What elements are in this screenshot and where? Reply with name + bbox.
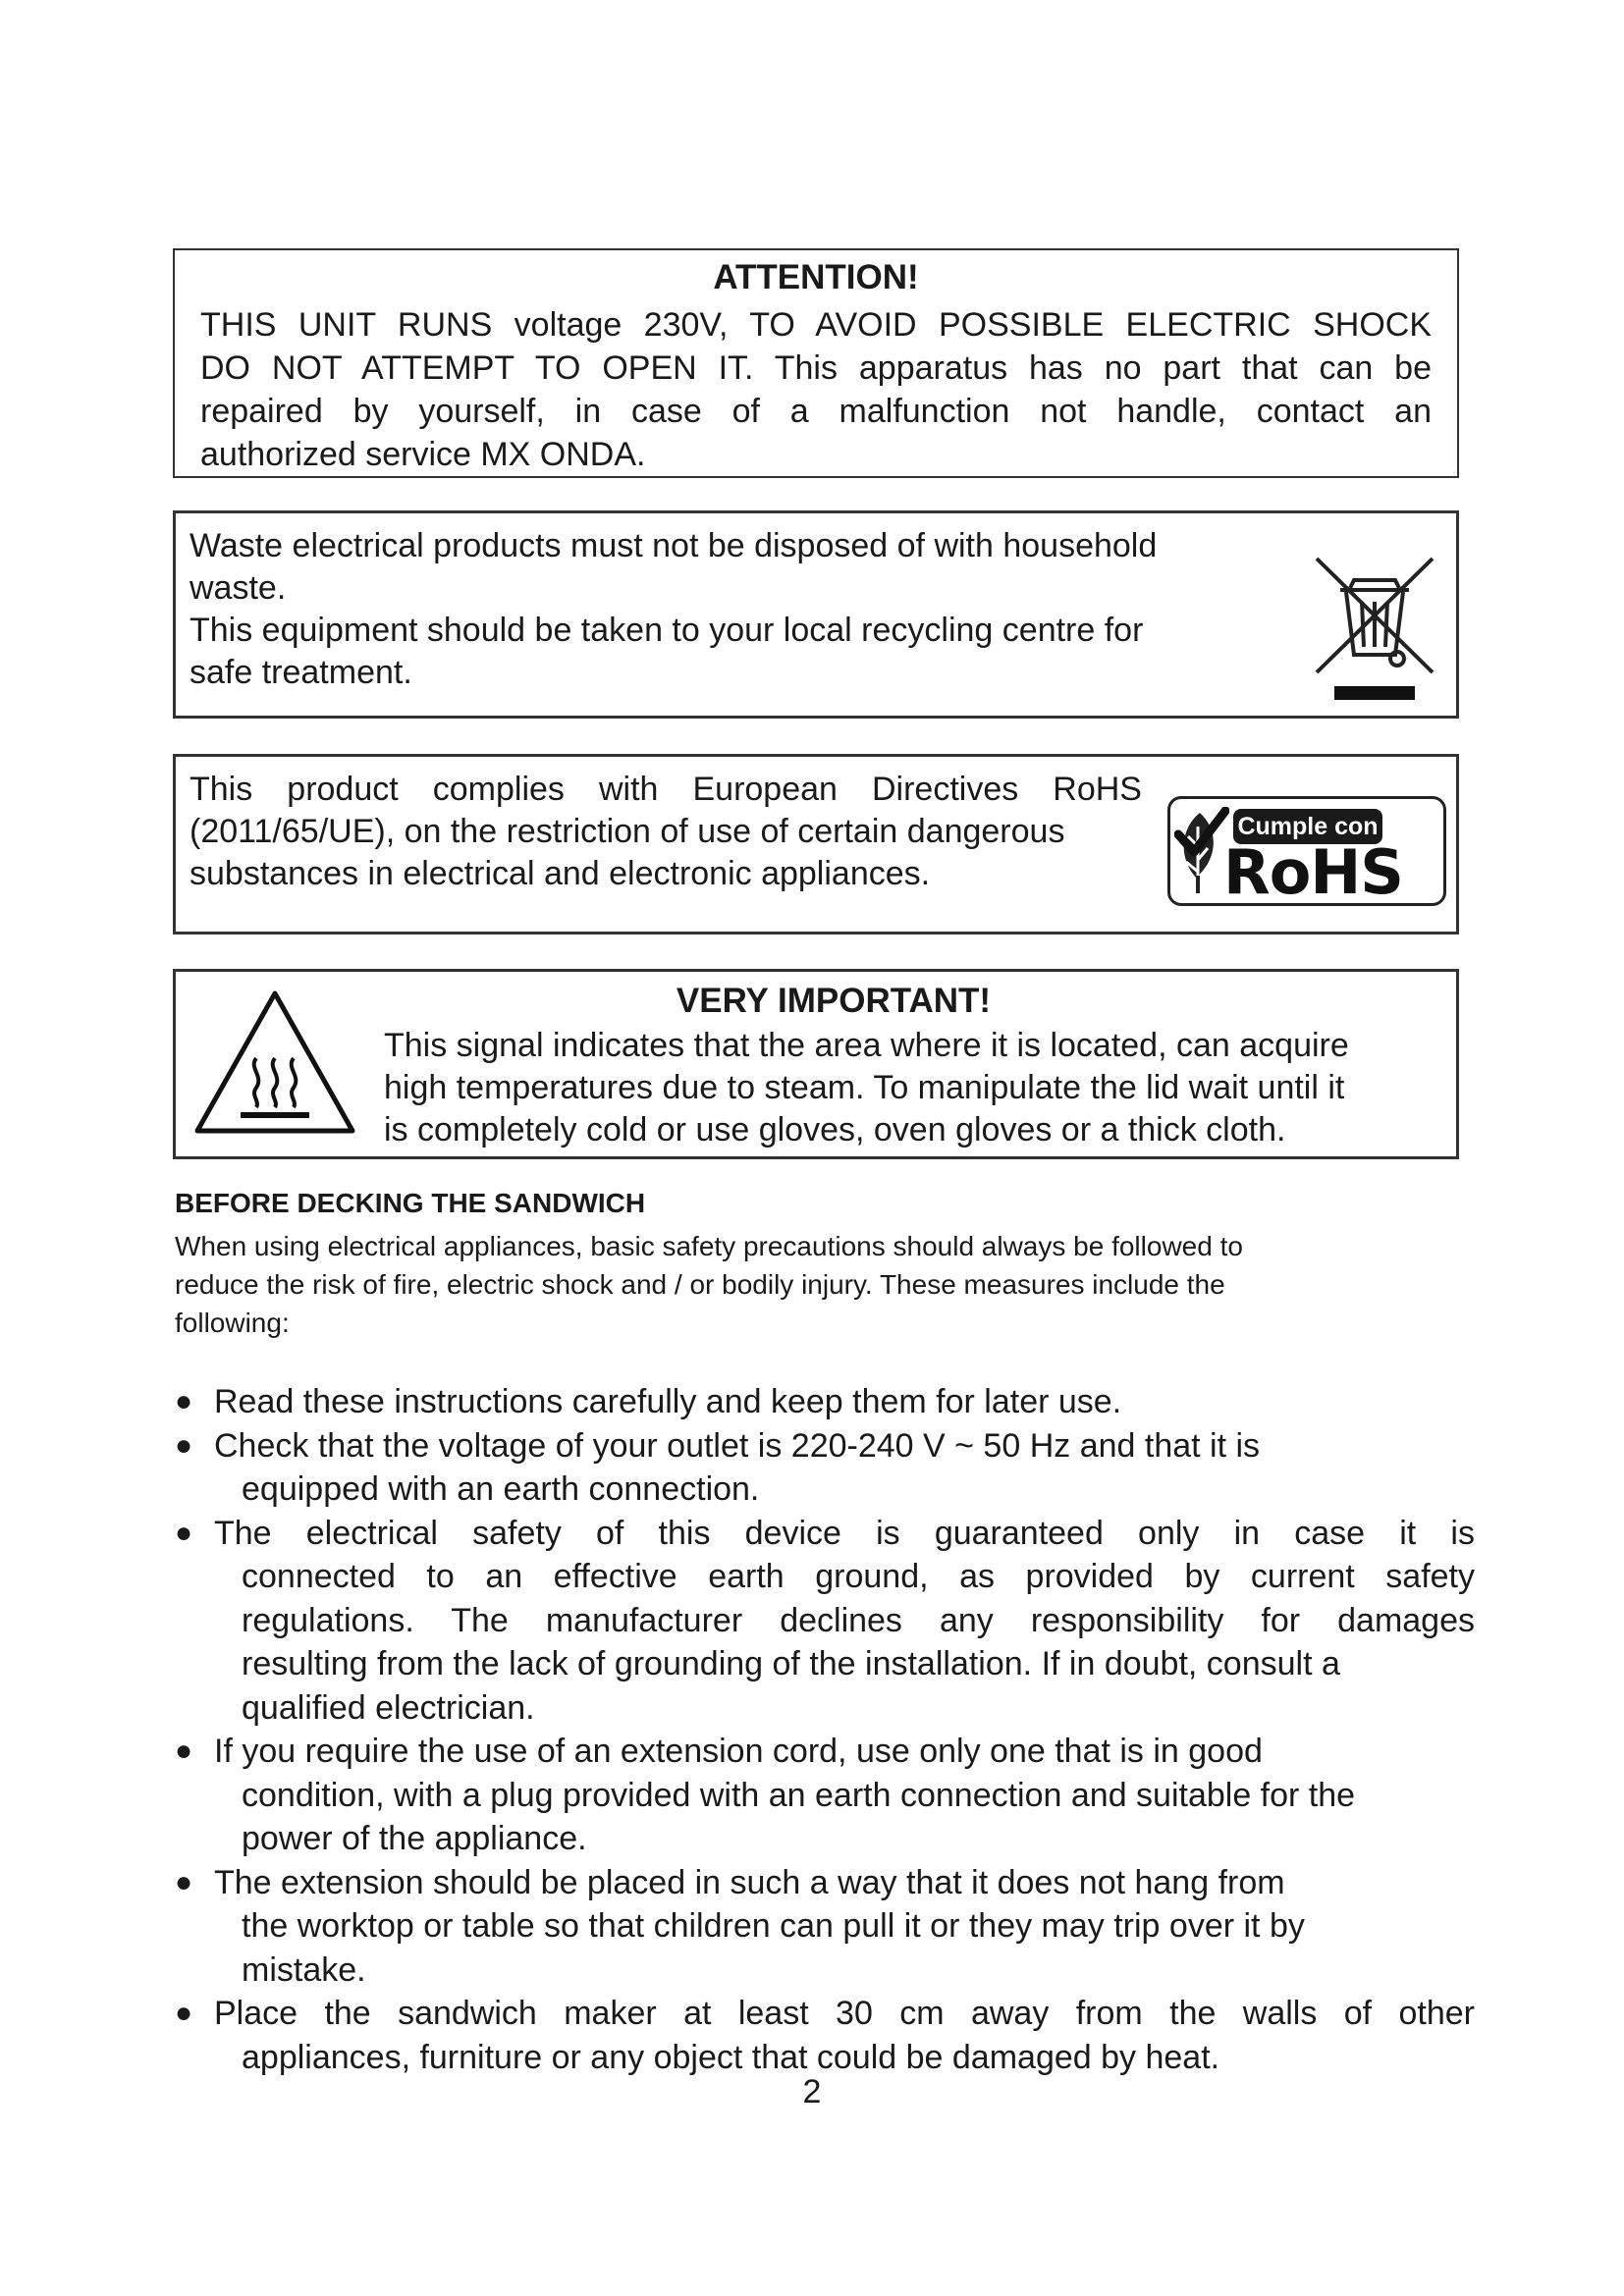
bullet-line: equipped with an earth connection. — [242, 1470, 760, 1508]
bullet-dot-icon: ● — [175, 1865, 193, 1898]
bullet-line: The electrical safety of this device is guaranteed only in case it is — [214, 1514, 1475, 1552]
bullet-line: condition, with a plug provided with an earth connection and suitable for the — [242, 1776, 1356, 1814]
hot-surface-warning-icon — [191, 988, 358, 1137]
important-line: high temperatures due to steam. To manipulate the lid wait until it — [384, 1069, 1345, 1106]
intro-line: When using electrical appliances, basic safety precautions should always be followed to — [175, 1231, 1243, 1261]
bullet-line: If you require the use of an extension cord, use only one that is in good — [214, 1733, 1263, 1770]
bullet-item — [173, 1730, 1475, 1861]
rohs-line: This product complies with European Directives RoHS — [189, 771, 1142, 808]
waste-line: Waste electrical products must not be disposed of with household — [189, 527, 1158, 564]
safety-bullet-list — [173, 1380, 1475, 2079]
waste-line: safe treatment. — [189, 654, 412, 691]
attention-title: ATTENTION! — [713, 258, 919, 296]
bullet-line: regulations. The manufacturer declines any responsibility for damages — [242, 1601, 1475, 1639]
waste-text — [189, 525, 1319, 694]
important-title: VERY IMPORTANT! — [676, 982, 992, 1020]
rohs-box — [173, 754, 1459, 934]
bullet-line: qualified electrician. — [242, 1688, 535, 1727]
section-intro — [175, 1227, 1461, 1342]
bullet-line: power of the appliance. — [242, 1820, 587, 1857]
bullet-dot-icon: ● — [175, 1428, 193, 1462]
bullet-item — [173, 1424, 1475, 1512]
rohs-word: RoHS — [1223, 836, 1403, 908]
intro-line: reduce the risk of fire, electric shock and / or bodily injury. These measures include the — [175, 1269, 1225, 1300]
rohs-line: substances in electrical and electronic appliances. — [189, 855, 931, 892]
intro-line: following: — [175, 1308, 290, 1338]
important-text — [384, 1025, 1444, 1151]
bullet-item — [173, 1380, 1475, 1424]
rohs-badge: Cumple con — [1233, 809, 1382, 844]
attention-line: DO NOT ATTEMPT TO OPEN IT. This apparatus has no part that can be — [200, 349, 1432, 387]
attention-line: authorized service MX ONDA. — [200, 436, 646, 473]
attention-text — [200, 303, 1432, 476]
important-box — [173, 969, 1459, 1159]
bullet-item — [173, 1992, 1475, 2079]
bullet-line: connected to an effective earth ground, as provided by current safety — [242, 1558, 1475, 1595]
bullet-dot-icon: ● — [175, 1735, 193, 1767]
waste-box — [173, 510, 1459, 719]
bullet-dot-icon: ● — [175, 1385, 193, 1417]
checkmark-icon — [1174, 807, 1229, 858]
bullet-line: The extension should be placed in such a way that it does not hang from — [214, 1863, 1285, 1901]
page-number: 2 — [802, 2073, 822, 2110]
attention-line: THIS UNIT RUNS voltage 230V, TO AVOID POSSIBLE ELECTRIC SHOCK — [200, 306, 1432, 344]
bullet-item — [173, 1861, 1475, 1993]
crossed-out-bin-icon — [1311, 553, 1438, 702]
bullet-line: Place the sandwich maker at least 30 cm away from the walls of other — [214, 1995, 1475, 2032]
waste-line: This equipment should be taken to your local recycling centre for — [189, 612, 1144, 649]
section-title: BEFORE DECKING THE SANDWICH — [175, 1188, 646, 1218]
bullet-line: resulting from the lack of grounding of the installation. If in doubt, consult a — [242, 1645, 1340, 1682]
rohs-text — [189, 769, 1142, 895]
bullet-dot-icon: ● — [175, 1997, 193, 2029]
important-line: is completely cold or use gloves, oven gloves or a thick cloth. — [384, 1111, 1286, 1148]
waste-line: waste. — [189, 569, 287, 607]
bullet-line: appliances, furniture or any object that could be damaged by heat. — [242, 2038, 1220, 2076]
bullet-line: mistake. — [242, 1950, 366, 1989]
bullet-line: Read these instructions carefully and keep them for later use. — [214, 1383, 1122, 1420]
bullet-line: Check that the voltage of your outlet is 220-240 V ~ 50 Hz and that it is — [214, 1426, 1261, 1465]
bullet-line: the worktop or table so that children can pull it or they may trip over it by — [242, 1907, 1305, 1945]
rohs-logo — [1167, 796, 1446, 906]
attention-line: repaired by yourself, in case of a malfunction not handle, contact an — [200, 393, 1432, 430]
attention-box — [173, 248, 1459, 478]
bullet-item — [173, 1512, 1475, 1731]
rohs-line: (2011/65/UE), on the restriction of use of certain dangerous — [189, 813, 1065, 850]
important-line: This signal indicates that the area where it is located, can acquire — [384, 1027, 1349, 1064]
bullet-dot-icon: ● — [175, 1516, 193, 1549]
